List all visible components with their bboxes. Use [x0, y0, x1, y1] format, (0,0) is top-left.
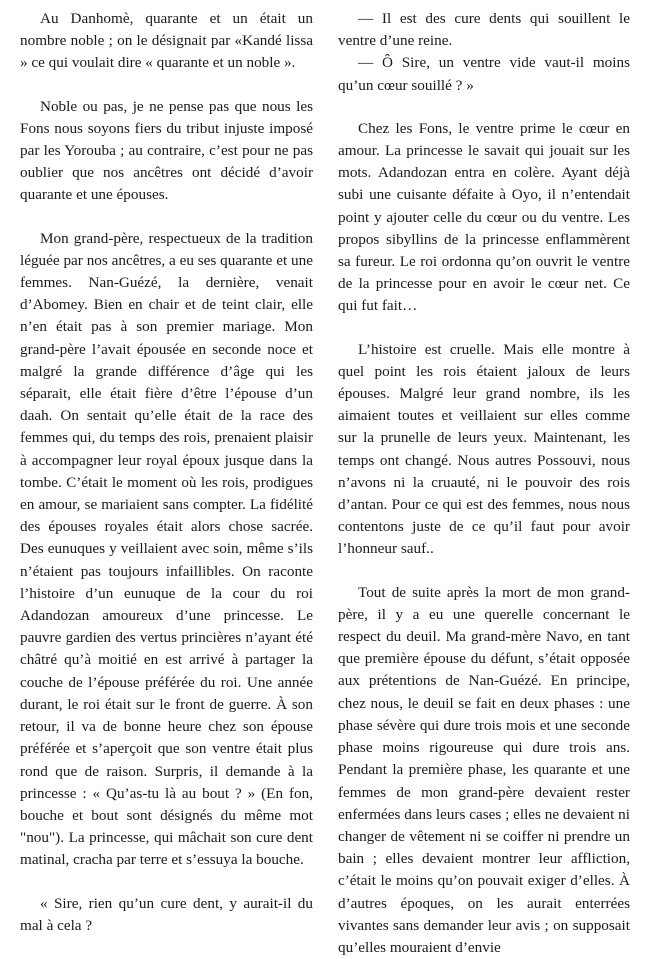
paragraph-noble-ou-pas: Noble ou pas, je ne pense pas que nous les Fons nous soyons fiers du tribut injuste imposé par les Yorouba ; au contraire, c’est pour ne pas oublier que nos ancêtres ont décidé d’avoir quarante et une épouses. — [20, 97, 313, 204]
left-column — [20, 8, 313, 937]
paragraph-grand-pere: Mon grand-père, respectueux de la tradition léguée par nos ancêtres, a eu ses quarante et une femmes. Nan-Guézé, la dernière, venait d’Abomey. Bien en chair et de teint clair, elle n’en était pas à son premier mariage. Mon grand-père l’avait épousée en seconde noce et malgré la grande différence d’âge qui les séparait, elle était fière d’être l’épouse d’un daah. On sentait qu’elle était de la race des femmes qui, du temps des rois, prenaient plaisir à accompagner leur royal époux jusque dans la tombe. C’était le moment où les rois, prodigues en amour, se mariaient sans compter. La fidélité des épouses royales était alors chose sacrée. Des eunuques y veillaient avec soin, même s’ils n’étaient pas toujours infaillibles. On raconte l’histoire d’un eunuque de la cour du roi Adandozan amoureux d’une princesse. Le pauvre gardien des vertus princières n’ayant été châtré qu’à moitié en est arrivé à partager la couche de l’épouse préférée du roi. Une année durant, le roi était sur le front de guerre. À son retour, il va de bonne heure chez son épouse préférée et s’aperçoit que son ventre était plus rond que de raison. Surpris, il demande à la princesse : « Qu’as-tu là au bout ? » (En fon, bouche et bout sont désignés du même mot "nou"). La princesse, qui mâchait son cure dent matinal, cracha par terre et s’essuya la bouche. — [20, 229, 313, 869]
paragraph-chez-les-fons: Chez les Fons, le ventre prime le cœur en amour. La princesse le savait qui jouait sur les mots. Adandozan entra en colère. Ayant déjà subi une cuisante défaite à Oyo, il n’entendait point y ajouter celle du cœur ou du ventre. Les propos sibyllins de la princesse enflammèrent sa fureur. Le roi ordonna qu’on ouvrit le ventre de la princesse pour en avoir le cœur net. Ce qui fut fait… — [338, 119, 630, 315]
paragraph-histoire-cruelle: L’histoire est cruelle. Mais elle montre à quel point les rois étaient jaloux de leurs épouses. Malgré leur grand nombre, ils les aimaient toutes et veillaient sur elles comme sur la prunelle de leurs yeux. Maintenant, les temps ont changé. Nous autres Possouvi, nous n’avons ni la cruauté, ni le pouvoir des rois d’antan. Pour ce qui est des femmes, nous nous contentons juste de ce qu’il faut pour avoir l’honneur sauf.. — [338, 340, 630, 558]
paragraph-kande-lissa: Au Danhomè, quarante et un était un nombre noble ; on le désignait par «Kandé lissa » ce qui voulait dire « quarante et un noble ». — [20, 10, 313, 72]
paragraph-sire-cure-dent: « Sire, rien qu’un cure dent, y aurait-il du mal à cela ? — [20, 894, 313, 934]
dialogue-cure-dents: — Il est des cure dents qui souillent le ventre d’une reine. — [338, 10, 630, 50]
paragraph-deuil: Tout de suite après la mort de mon grand-père, il y a eu une querelle concernant le respect du deuil. Ma grand-mère Navo, en tant que première épouse du défunt, s’était opposée aux prétentions de Nan-Guézé. En principe, chez nous, le deuil se fait en deux phases : une phase sévère qui dure trois mois et une seconde phase moins rigoureuse qui dure trois ans. Pendant la première phase, les quarante et une femmes de mon grand-père devaient rester enfermées dans leurs cases ; elles ne devaient ni changer de vêtement ni se coiffer ni prendre un bain ; elles devaient montrer leur affliction, c’était le moins qu’on pouvait exiger d’elles. À d’autres époques, on les aurait enterrées vivantes sans demander leur avis ; on supposait qu’elles mouraient d’envie — [338, 583, 630, 956]
dialogue-ventre-vide: — Ô Sire, un ventre vide vaut-il moins qu’un cœur souillé ? » — [338, 54, 630, 94]
right-column — [338, 8, 630, 959]
